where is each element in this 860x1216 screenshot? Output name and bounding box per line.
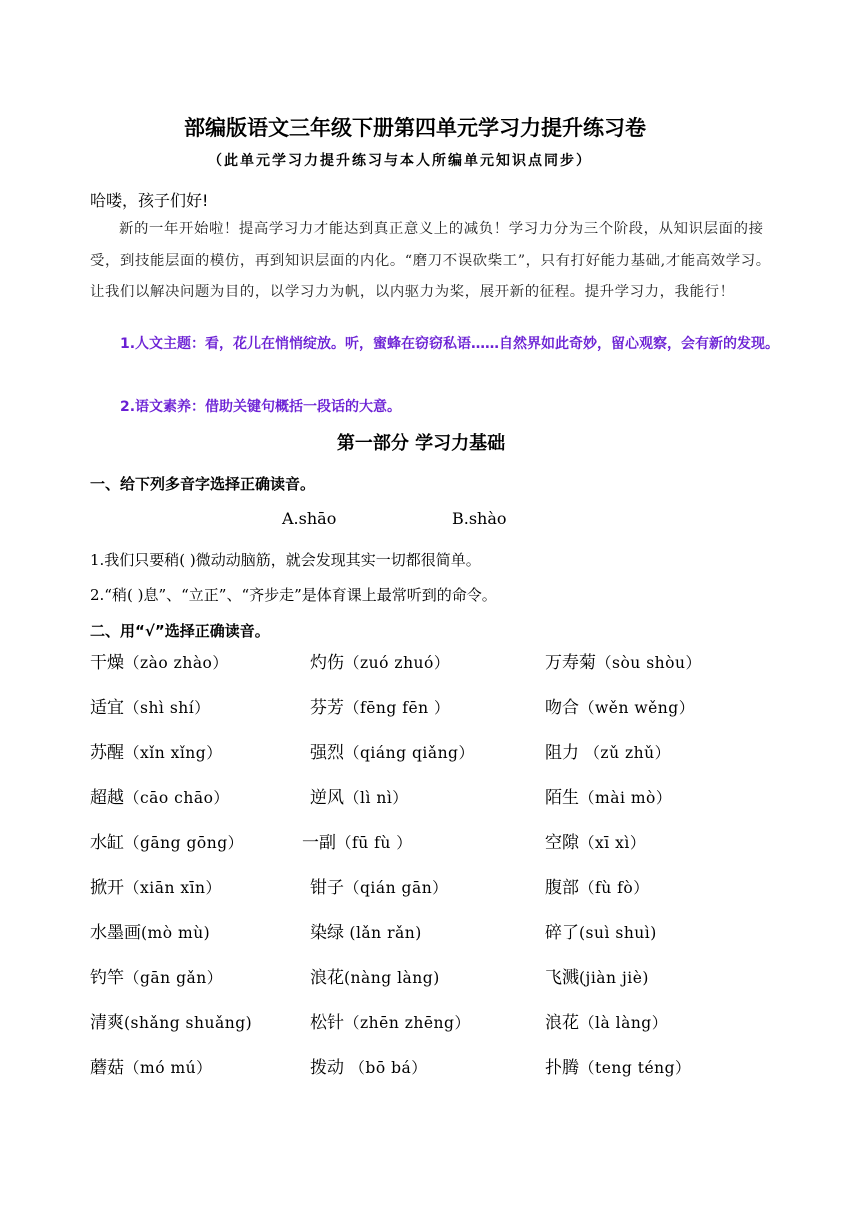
section-heading-1: 一、给下列多音字选择正确读音。 [90,475,316,493]
pinyin-row [90,963,790,993]
pinyin-item [310,783,408,808]
word: 腹部 [545,878,579,898]
word: 蘑菇 [90,1058,124,1078]
pinyin-options: (mò mù) [141,924,211,942]
greeting: 哈喽，孩子们好! [90,191,209,210]
pinyin-item [545,963,649,988]
word: 钳子 [310,878,344,898]
pinyin-options: (nàng làng) [344,969,440,987]
pinyin-options: （gān gǎn） [124,969,223,987]
pinyin-options: （xī xì） [579,834,646,852]
theme-literacy: 2.语文素养：借助关键句概括一段话的大意。 [120,399,402,415]
section-heading-2: 二、用“√”选择正确读音。 [90,622,270,640]
pinyin-item [545,783,672,808]
word: 万寿菊 [545,653,596,673]
pinyin-item [90,963,223,988]
word: 水墨画 [90,923,141,943]
pinyin-options: （fēng fēn ） [344,699,451,717]
pinyin-options: （gāng gōng） [124,834,244,852]
word: 浪花 [310,968,344,988]
word: 苏醒 [90,743,124,763]
pinyin-options: （là làng） [579,1014,668,1032]
pinyin-item [310,873,448,898]
pinyin-item [90,648,228,673]
question-2: 2.“稍( )息”、“立正”、“齐步走”是体育课上最常听到的命令。 [90,586,497,604]
word: 强烈 [310,743,344,763]
pinyin-item [310,1008,470,1033]
word: 陌生 [545,788,579,808]
word: 干燥 [90,653,124,673]
pinyin-options: （xiān xīn） [124,879,222,897]
pinyin-options: （qián gān） [344,879,449,897]
word: 飞溅 [545,968,579,988]
pinyin-item [545,648,701,673]
pinyin-options: (shǎng shuǎng) [124,1014,253,1032]
pinyin-options: （sòu shòu） [596,654,702,672]
pinyin-item [310,693,450,718]
page-subtitle: （此单元学习力提升练习与本人所编单元知识点同步） [208,153,592,169]
pinyin-item [545,1053,691,1078]
pinyin-options: （fù fò） [579,879,650,897]
pinyin-row [90,648,790,678]
word: 一副 [302,833,336,853]
pinyin-options: （mó mú） [124,1059,213,1077]
word: 染绿 [310,923,344,943]
pinyin-item [90,738,222,763]
pinyin-options: （bō bá） [344,1059,428,1077]
pinyin-item [90,873,222,898]
pinyin-options: （xǐn xǐng） [124,744,223,762]
pinyin-options: （cāo chāo） [124,789,230,807]
word: 芬芳 [310,698,344,718]
pinyin-options: (jiàn jiè) [579,969,649,987]
word: 松针 [310,1013,344,1033]
word: 水缸 [90,833,124,853]
pinyin-row [90,918,790,948]
pinyin-item [545,918,657,943]
question-1: 1.我们只要稍( )微动动脑筋，就会发现其实一切都很简单。 [90,551,481,569]
pinyin-item [90,1008,252,1033]
theme-humanities: 1.人文主题：看，花儿在悄悄绽放。听，蜜蜂在窃窃私语……自然界如此奇妙，留心观察，会有新的发现。 [120,336,780,352]
pinyin-options: （teng téng） [579,1059,692,1077]
pinyin-row [90,783,790,813]
pinyin-options: （fū fù ） [336,834,413,852]
word: 阻力 [545,743,579,763]
pinyin-options: （lì nì） [344,789,409,807]
word: 碎了 [545,923,579,943]
pinyin-row [90,738,790,768]
word: 适宜 [90,698,124,718]
page-title: 部编版语文三年级下册第四单元学习力提升练习卷 [184,116,646,140]
intro-paragraph: 新的一年开始啦！提高学习力才能达到真正意义上的减负！学习力分为三个阶段，从知识层面的接受，到技能层面的模仿，再到知识层面的内化。“磨刀不误砍柴工”，只有打好能力基础,才能高效学习。让我们以解决问题为目的，以学习力为帆，以内驱力为桨，展开新的征程。提升学习力，我能行！ [90,221,771,300]
pinyin-row [90,828,790,858]
word: 掀开 [90,878,124,898]
pinyin-options: （zào zhào） [124,654,229,672]
word: 吻合 [545,698,579,718]
pinyin-item [310,738,474,763]
word: 空隙 [545,833,579,853]
word: 浪花 [545,1013,579,1033]
pinyin-options: （wěn wěng） [579,699,695,717]
pinyin-options: （zhēn zhēng） [344,1014,471,1032]
part-title: 第一部分 学习力基础 [336,433,506,454]
pinyin-row [90,873,790,903]
pinyin-item [310,918,422,943]
option-a: A.shāo [282,509,337,528]
pinyin-options: （mài mò） [579,789,672,807]
pinyin-item [90,783,229,808]
pinyin-item [545,738,671,763]
word: 清爽 [90,1013,124,1033]
pinyin-item [90,1053,212,1078]
pinyin-options: （shì shí） [124,699,211,717]
pinyin-options: (lǎn rǎn) [344,924,422,942]
pinyin-item [90,828,244,853]
word: 扑腾 [545,1058,579,1078]
word: 拨动 [310,1058,344,1078]
pinyin-options: （zǔ zhǔ） [579,744,671,762]
word: 超越 [90,788,124,808]
pinyin-item [545,693,695,718]
option-b: B.shào [452,509,507,528]
word: 钓竿 [90,968,124,988]
pinyin-row [90,1008,790,1038]
word: 逆风 [310,788,344,808]
word: 灼伤 [310,653,344,673]
pinyin-item [545,828,646,853]
pinyin-options: （zuó zhuó） [344,654,450,672]
pinyin-options: （qiáng qiǎng） [344,744,475,762]
pinyin-row [90,1053,790,1083]
pinyin-item [90,918,210,943]
pinyin-item [545,1008,668,1033]
pinyin-item [310,1053,427,1078]
pinyin-item [302,828,412,853]
pinyin-row [90,693,790,723]
pinyin-item [310,963,440,988]
pinyin-options: (suì shuì) [579,924,657,942]
pinyin-item [310,648,450,673]
pinyin-item [545,873,649,898]
pinyin-item [90,693,210,718]
